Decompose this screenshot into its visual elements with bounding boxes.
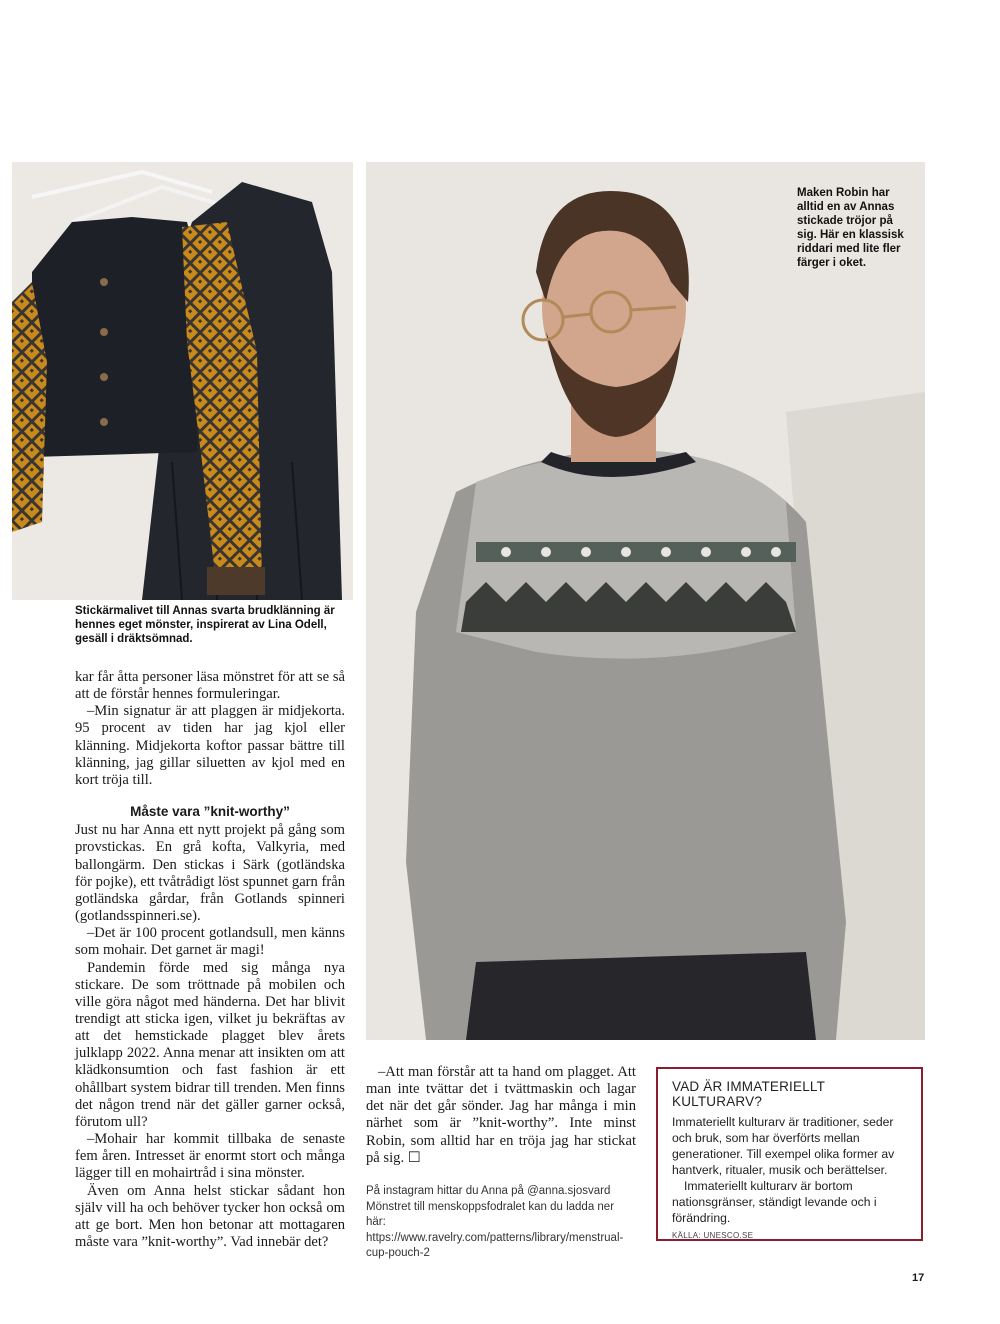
factbox [656, 1067, 923, 1241]
photo-man-sweater [366, 162, 925, 1040]
paragraph: Just nu har Anna ett nytt projekt på gång som provstickas. En grå kofta, Valkyria, med ballongärm. Den stickas i Särk (gotländska för pojke), ett tvåtrådigt löst spunnet garn från gotländska gårdar, från Gotlands spinneri (gotlandsspinneri.se). [75, 822, 345, 925]
paragraph: Pandemin förde med sig många nya stickare. De som tröttnade på mobilen och ville göra något med händerna. Det har blivit trendigt att sticka igen, vilket ju bekräftas av att det hemstickade plagget blev årets julklapp 2022. Anna menar att insikten om att klädkonsumtion och fast fashion är ett ohållbart system bidrar till trenden. Men finns det någon trend när det gäller garner också, förutom ull? [75, 959, 345, 1130]
instagram-note: På instagram hittar du Anna på @anna.sjosvard Mönstret till menskoppsfodralet kan du ladda ner här: https://www.ravelry.com/patterns/library/menstrual-cup-pouch-2 [366, 1185, 624, 1259]
photo-dress [12, 162, 353, 600]
section-subhead: Måste vara ”knit-worthy” [130, 804, 290, 820]
factbox-paragraph: Immateriellt kulturarv är bortom nationsgränser, ständigt levande och i förändring. [672, 1179, 877, 1225]
page-number: 17 [912, 1272, 925, 1284]
paragraph: –Mohair har kommit tillbaka de senaste fem åren. Intresset är enormt stort och många lägger till en mohairtråd i sina mönster. [75, 1131, 345, 1182]
factbox-paragraph: Immateriellt kulturarv är traditioner, seder och bruk, som har överförts mellan generationer. Till exempel olika former av hantverk, ritualer, musik och berättelser. [672, 1115, 895, 1177]
photo-caption-left: Stickärmalivet till Annas svarta brudklänning är hennes eget mönster, inspirerat av Lina Odell, gesäll i dräktsömnad. [75, 605, 335, 645]
paragraph: kar får åtta personer läsa mönstret för att se så att de förstår hennes formuleringar. [75, 669, 345, 703]
article-column-middle [366, 1064, 636, 1167]
paragraph: –Att man förstår att ta hand om plagget. Att man inte tvättar det i tvättmaskin och lagar det när det går sönder. Jag har många i min närhet som är ”knit-worthy”. Inte minst Robin, som alltid har en tröja jag har stickat på sig. ☐ [366, 1064, 636, 1166]
factbox-source: KÄLLA: UNESCO.SE [672, 1231, 754, 1240]
factbox-body [672, 1114, 907, 1226]
factbox-title: VAD ÄR IMMATERIELLT KULTURARV? [672, 1079, 825, 1109]
photo-caption-right: Maken Robin har alltid en av Annas stickade tröjor på sig. Här en klassisk riddari med lite fler färger i oket. [797, 187, 904, 269]
article-column-left [75, 669, 345, 1251]
paragraph: –Det är 100 procent gotlandsull, men känns som mohair. Det garnet är magi! [75, 925, 345, 959]
paragraph: –Min signatur är att plaggen är midjekorta. 95 procent av tiden har jag kjol eller klänning. Midjekorta koftor passar bättre till klänning, jag gillar siluetten av kjol med en kort tröja till. [75, 703, 345, 788]
paragraph: Även om Anna helst stickar sådant hon själv vill ha och behöver tycker hon också om att ge bort. Men hon betonar att mottagaren måste vara ”knit-worthy”. Vad innebär det? [75, 1182, 345, 1250]
